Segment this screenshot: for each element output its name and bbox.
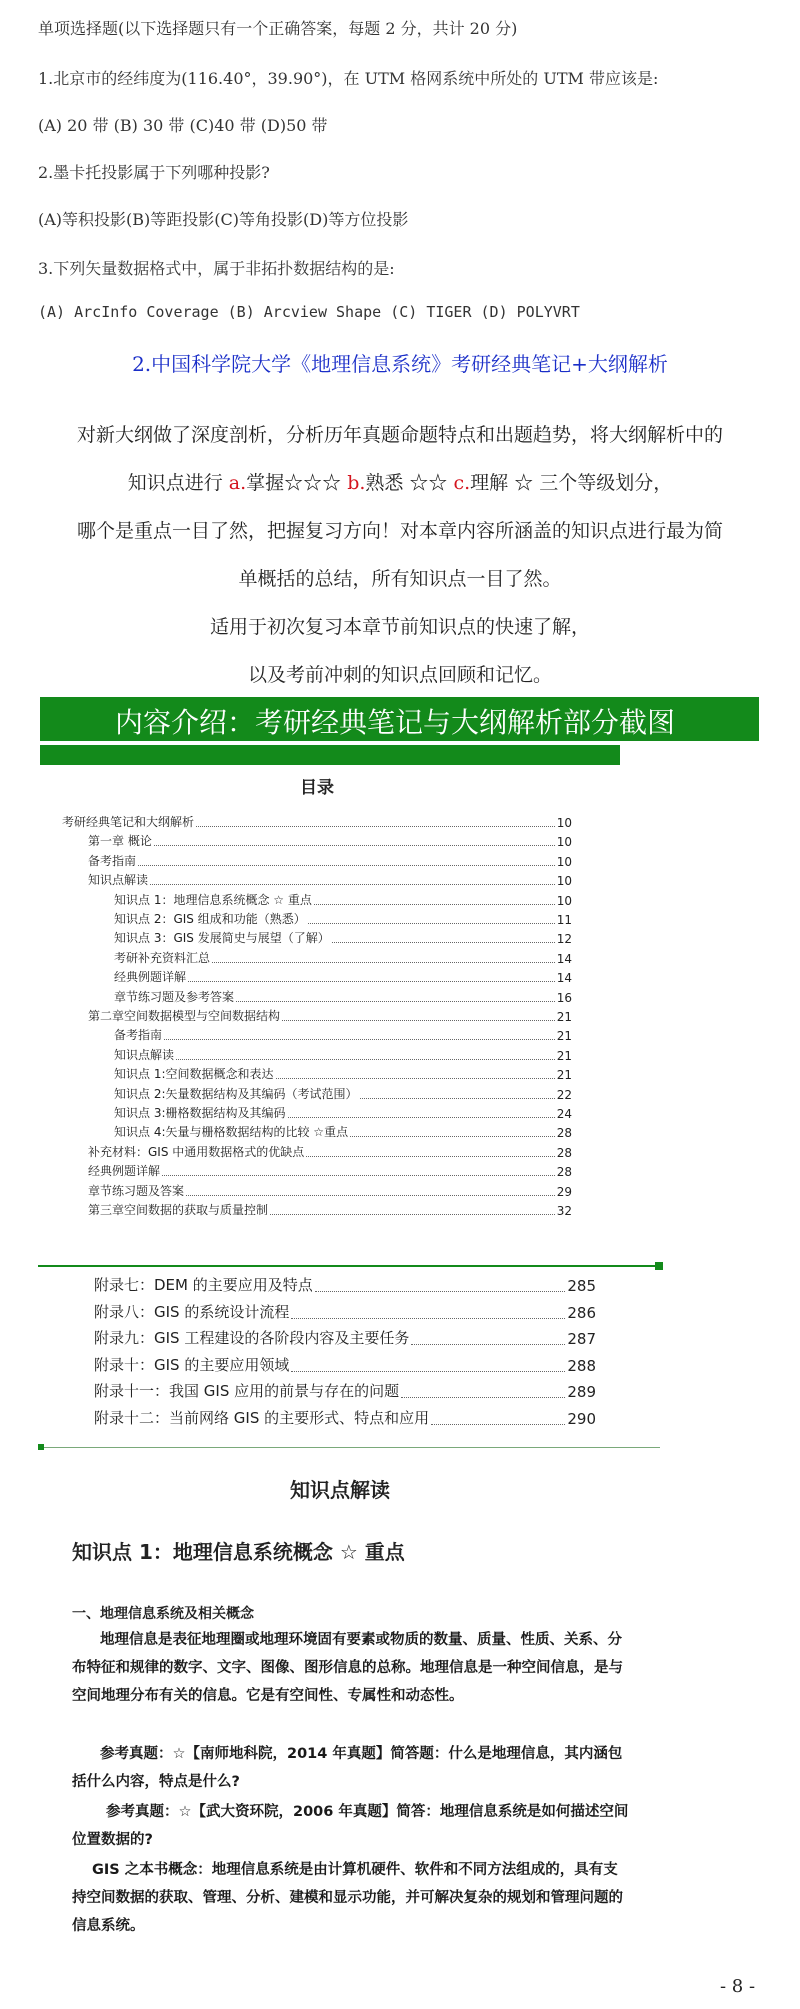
toc-entry-page: 28: [556, 1165, 572, 1180]
appendix-entry: [94, 1327, 596, 1348]
toc-entry: [114, 988, 572, 1005]
toc-entry-label: 知识点解读: [88, 873, 149, 888]
toc-entry: [88, 1162, 572, 1179]
toc-leader-dots: [236, 1001, 555, 1002]
toc-entry: [88, 1201, 572, 1218]
level-c-text: 理解 ☆ 三个等级划分，: [470, 472, 673, 494]
toc-entry-page: 28: [556, 1126, 572, 1141]
toc-leader-dots: [154, 845, 555, 846]
appendix-entry: [94, 1380, 596, 1401]
toc-entry-label: 知识点 3：GIS 发展简史与展望（了解）: [114, 931, 330, 946]
toc-entry-label: 知识点 4:矢量与栅格数据结构的比较 ☆重点: [114, 1125, 349, 1140]
toc-entry: [114, 1104, 572, 1121]
appendix-entry-page: 287: [567, 1330, 596, 1349]
toc-entry: [114, 1085, 572, 1102]
appendix-bottom-mark: [38, 1444, 44, 1450]
appendix-leader-dots: [411, 1344, 565, 1345]
toc-entry: [114, 1123, 572, 1140]
section-title: 2.中国科学院大学《地理信息系统》考研经典笔记+大纲解析: [132, 352, 668, 376]
toc-entry-page: 14: [556, 971, 572, 986]
appendix-entry-label: 附录七：DEM 的主要应用及特点: [94, 1276, 313, 1294]
toc-leader-dots: [138, 865, 555, 866]
toc-entry-page: 21: [556, 1068, 572, 1083]
toc-entry-page: 21: [556, 1029, 572, 1044]
toc-entry-label: 备考指南: [114, 1028, 163, 1043]
question-1: 1.北京市的经纬度为(116.40°，39.90°)，在 UTM 格网系统中所处的 UTM 带应该是:: [38, 69, 659, 88]
toc-entry: [88, 852, 572, 869]
appendix-leader-dots: [431, 1424, 565, 1425]
toc-title: 目录: [300, 778, 334, 798]
toc-entry: [88, 1143, 572, 1160]
toc-leader-dots: [212, 962, 555, 963]
toc-leader-dots: [162, 1175, 555, 1176]
appendix-entry: [94, 1274, 596, 1295]
toc-entry-page: 28: [556, 1145, 572, 1160]
toc-leader-dots: [186, 1195, 555, 1196]
level-a-marker: a.: [228, 472, 247, 494]
toc-entry-page: 16: [556, 990, 572, 1005]
toc-leader-dots: [350, 1136, 555, 1137]
toc-leader-dots: [276, 1078, 555, 1079]
content-banner: [40, 697, 759, 741]
toc-entry-label: 第一章 概论: [88, 834, 152, 849]
toc-entry: [114, 910, 572, 927]
appendix-entry-label: 附录九：GIS 工程建设的各阶段内容及主要任务: [94, 1329, 410, 1348]
toc-entry-page: 12: [556, 932, 572, 947]
toc-entry-page: 10: [556, 854, 572, 869]
toc-leader-dots: [308, 923, 555, 924]
toc-entry-page: 10: [556, 893, 572, 908]
appendix-entry: [94, 1301, 596, 1322]
appendix-leader-dots: [315, 1291, 566, 1292]
question-2: 2.墨卡托投影属于下列哪种投影?: [38, 163, 270, 182]
intro-line-2: [0, 468, 800, 495]
toc-entry: [88, 1182, 572, 1199]
toc-leader-dots: [360, 1098, 555, 1099]
toc-entry-page: 22: [556, 1087, 572, 1102]
toc-entry-label: 知识点 1：地理信息系统概念 ☆ 重点: [114, 892, 312, 907]
toc-entry-page: 14: [556, 951, 572, 966]
mcq-header: 单项选择题(以下选择题只有一个正确答案，每题 2 分，共计 20 分): [38, 19, 518, 38]
toc-entry: [114, 891, 572, 908]
reference-question-2: 参考真题：☆【武大资环院，2006 年真题】简答：地理信息系统是如何描述空间位置数据的?: [72, 1804, 629, 1848]
toc-leader-dots: [332, 942, 555, 943]
toc-leader-dots: [282, 1020, 555, 1021]
toc-entry: [114, 949, 572, 966]
appendix-entry: [94, 1407, 596, 1428]
subsection-title: 一、地理信息系统及相关概念: [72, 1606, 254, 1622]
toc-entry-label: 经典例题详解: [88, 1164, 161, 1179]
intro-text: 知识点进行: [127, 472, 229, 494]
appendix-bottom-rule: [38, 1447, 660, 1448]
toc-entry-label: 知识点 1:空间数据概念和表达: [114, 1067, 274, 1082]
appendix-entry-page: 285: [567, 1277, 596, 1295]
toc-entry: [114, 1026, 572, 1043]
appendix-entry-page: 288: [567, 1356, 596, 1375]
question-3: 3.下列矢量数据格式中，属于非拓扑数据结构的是:: [38, 259, 395, 278]
toc-entry-label: 补充材料：GIS 中通用数据格式的优缺点: [88, 1144, 305, 1159]
knowledge-heading: 知识点解读: [290, 1478, 390, 1502]
appendix-leader-dots: [401, 1397, 565, 1398]
intro-line-5: 适用于初次复习本章节前知识点的快速了解，: [209, 616, 590, 638]
toc-entry: [114, 968, 572, 985]
appendix-entry-label: 附录十：GIS 的主要应用领域: [94, 1355, 290, 1374]
appendix-entry-label: 附录十一：我国 GIS 应用的前景与存在的问题: [94, 1382, 400, 1401]
appendix-entry-label: 附录八：GIS 的系统设计流程: [94, 1302, 290, 1321]
question-1-options: (A) 20 带 (B) 30 带 (C)40 带 (D)50 带: [38, 116, 328, 135]
toc-entry-label: 章节练习题及参考答案: [114, 989, 235, 1004]
toc-entry-label: 备考指南: [88, 853, 137, 868]
toc-entry-label: 第三章空间数据的获取与质量控制: [88, 1203, 269, 1217]
question-3-options: (A) ArcInfo Coverage (B) Arcview Shape (C) TIGER (D) POLYVRT: [38, 303, 580, 321]
toc-leader-dots: [196, 826, 555, 827]
toc-entry-page: 29: [556, 1184, 572, 1199]
toc-leader-dots: [150, 884, 555, 885]
banner-underline: [40, 745, 620, 765]
toc-entry: [88, 832, 572, 849]
toc-leader-dots: [314, 904, 555, 905]
intro-line-4: 单概括的总结，所有知识点一目了然。: [238, 568, 562, 590]
appendix-leader-dots: [291, 1371, 565, 1372]
appendix-leader-dots: [291, 1318, 565, 1319]
toc-entry-label: 知识点 2:矢量数据结构及其编码（考试范围）: [114, 1086, 358, 1101]
toc-entry: [62, 813, 572, 830]
intro-line-1: 对新大纲做了深度剖析，分析历年真题命题特点和出题趋势，将大纲解析中的: [76, 424, 723, 446]
toc-entry-page: 10: [556, 874, 572, 889]
toc-leader-dots: [176, 1059, 555, 1060]
intro-line-6: 以及考前冲刺的知识点回顾和记忆。: [247, 664, 552, 686]
toc-entry: [88, 1007, 572, 1024]
level-a-text: 掌握☆☆☆: [246, 472, 348, 494]
toc-entry-label: 考研经典笔记和大纲解析: [62, 815, 195, 829]
toc-entry-page: 11: [556, 913, 572, 927]
toc-leader-dots: [188, 981, 555, 982]
appendix-corner-mark: [655, 1262, 663, 1270]
toc-entry-label: 知识点 3:栅格数据结构及其编码: [114, 1106, 286, 1120]
toc-entry-label: 考研补充资料汇总: [114, 950, 211, 965]
toc-entry: [88, 871, 572, 888]
appendix-top-rule: [38, 1265, 660, 1267]
toc-entry: [114, 929, 572, 946]
toc-leader-dots: [164, 1039, 555, 1040]
toc-entry-label: 知识点 2：GIS 组成和功能（熟悉）: [114, 912, 306, 926]
toc-entry: [114, 1065, 572, 1082]
gis-definition: GIS 之本书概念：地理信息系统是由计算机硬件、软件和不同方法组成的，具有支持空间数据的获取、管理、分析、建模和显示功能，并可解决复杂的规划和管理问题的信息系统。: [72, 1862, 623, 1934]
toc-entry-page: 21: [556, 1048, 572, 1063]
toc-entry-page: 10: [556, 816, 572, 830]
appendix-entry: [94, 1354, 596, 1375]
intro-line-3: 哪个是重点一目了然，把握复习方向！对本章内容所涵盖的知识点进行最为简: [76, 520, 723, 542]
toc-leader-dots: [306, 1156, 554, 1157]
knowledge-point-title: 知识点 1：地理信息系统概念 ☆ 重点: [72, 1540, 405, 1564]
appendix-entry-page: 290: [567, 1410, 596, 1428]
level-c-marker: c.: [453, 472, 471, 494]
reference-question-1: 参考真题：☆【南师地科院，2014 年真题】简答题：什么是地理信息，其内涵包括什么内容，特点是什么?: [72, 1746, 623, 1790]
toc-entry-page: 24: [556, 1107, 572, 1121]
toc-leader-dots: [288, 1117, 555, 1118]
banner-text: 内容介绍：考研经典笔记与大纲解析部分截图: [115, 706, 676, 739]
toc-entry-label: 第二章空间数据模型与空间数据结构: [88, 1009, 281, 1023]
toc-entry-label: 知识点解读: [114, 1047, 175, 1062]
level-b-text: 熟悉 ☆☆: [365, 472, 454, 494]
toc-entry-page: 21: [556, 1010, 572, 1024]
toc-entry-label: 经典例题详解: [114, 970, 187, 985]
toc-entry-label: 章节练习题及答案: [88, 1183, 185, 1198]
geo-info-paragraph: 地理信息是表征地理圈或地理环境固有要素或物质的数量、质量、性质、关系、分布特征和规律的数字、文字、图像、图形信息的总称。地理信息是一种空间信息，是与空间地理分布有关的信息。它是有空间性、专属性和动态性。: [72, 1632, 623, 1704]
appendix-entry-page: 286: [567, 1303, 596, 1322]
appendix-entry-page: 289: [567, 1383, 596, 1402]
toc-leader-dots: [270, 1214, 555, 1215]
toc-entry-page: 32: [556, 1204, 572, 1218]
level-b-marker: b.: [347, 472, 366, 494]
question-2-options: (A)等积投影(B)等距投影(C)等角投影(D)等方位投影: [38, 210, 409, 229]
appendix-entry-label: 附录十二：当前网络 GIS 的主要形式、特点和应用: [94, 1409, 430, 1427]
page-number: - 8 -: [720, 1976, 756, 1997]
toc-entry: [114, 1046, 572, 1063]
toc-entry-page: 10: [556, 835, 572, 850]
